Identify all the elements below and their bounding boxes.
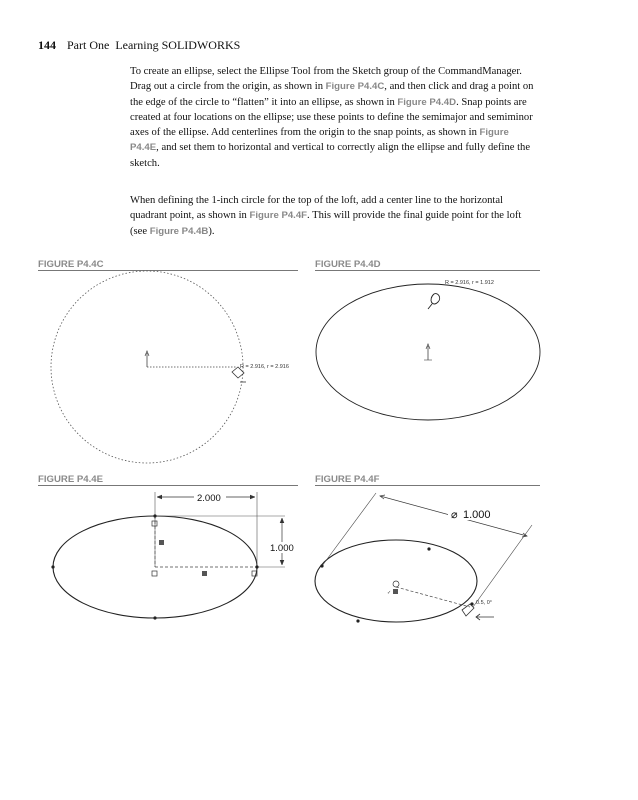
figure-caption-p44d: FIGURE P4.4D xyxy=(315,259,381,270)
small-glyph: ✓ xyxy=(387,590,392,596)
text: ). xyxy=(208,225,215,237)
ellipse-label: R = 2.916, r = 1.912 xyxy=(445,280,494,286)
page-number: 144 xyxy=(38,38,56,52)
diameter-dimension[interactable]: 1.000 xyxy=(463,509,491,521)
extension-line xyxy=(322,493,376,566)
text: . Snap points are created at four locations on the ellipse; use these points to define the semimajor and semiminor axes of the ellipse. Add centerlines from the origin to the snap points, as shown in xyxy=(130,96,533,139)
centerline-to-quadrant[interactable] xyxy=(396,587,470,607)
figure-caption-p44e: FIGURE P4.4E xyxy=(38,474,104,485)
figure-ref-p44b[interactable]: Figure P4.4B xyxy=(149,225,209,237)
text: , and then click and drag a point on the edge of the circle to “flatten” it into an ellipse, as shown in xyxy=(130,81,534,108)
extension-line xyxy=(473,525,532,607)
figure-caption-p44c: FIGURE P4.4C xyxy=(38,259,104,270)
text: To create an ellipse, select the Ellipse Tool from the Sketch group of the CommandManager. Drag out a circle from the origin, as shown in xyxy=(130,66,522,93)
coordinate-label: 0.5, 0° xyxy=(476,600,492,606)
height-dimension[interactable]: 1.000 xyxy=(270,543,294,554)
figure-ref-p44f[interactable]: Figure P4.4F xyxy=(249,210,308,222)
radius-label: R = 2.916, r = 2.916 xyxy=(240,364,289,370)
figure-ref-p44c[interactable]: Figure P4.4C xyxy=(325,81,385,93)
text: , and set them to horizontal and vertical to correctly align the ellipse and fully define the sketch. xyxy=(130,142,531,169)
figure-caption-p44f: FIGURE P4.4F xyxy=(315,474,380,485)
text: . This will provide the final guide point for the loft (see xyxy=(130,210,522,237)
relation-icon xyxy=(393,589,398,594)
figure-ref-p44e[interactable]: Figure P4.4E xyxy=(130,127,509,154)
width-dimension[interactable]: 2.000 xyxy=(197,493,221,504)
origin-point xyxy=(393,581,399,587)
figure-ref-p44d[interactable]: Figure P4.4D xyxy=(397,96,457,108)
text: When defining the 1-inch circle for the top of the loft, add a center line to the horizontal quadrant point, as shown in xyxy=(130,195,503,222)
snap-point[interactable] xyxy=(427,547,430,550)
snap-point[interactable] xyxy=(356,619,359,622)
snap-point[interactable] xyxy=(320,564,323,567)
cursor-pointer-icon xyxy=(462,604,494,620)
running-title: Part One Learning SOLIDWORKS xyxy=(67,38,241,52)
diameter-symbol: ⌀ xyxy=(451,509,458,521)
